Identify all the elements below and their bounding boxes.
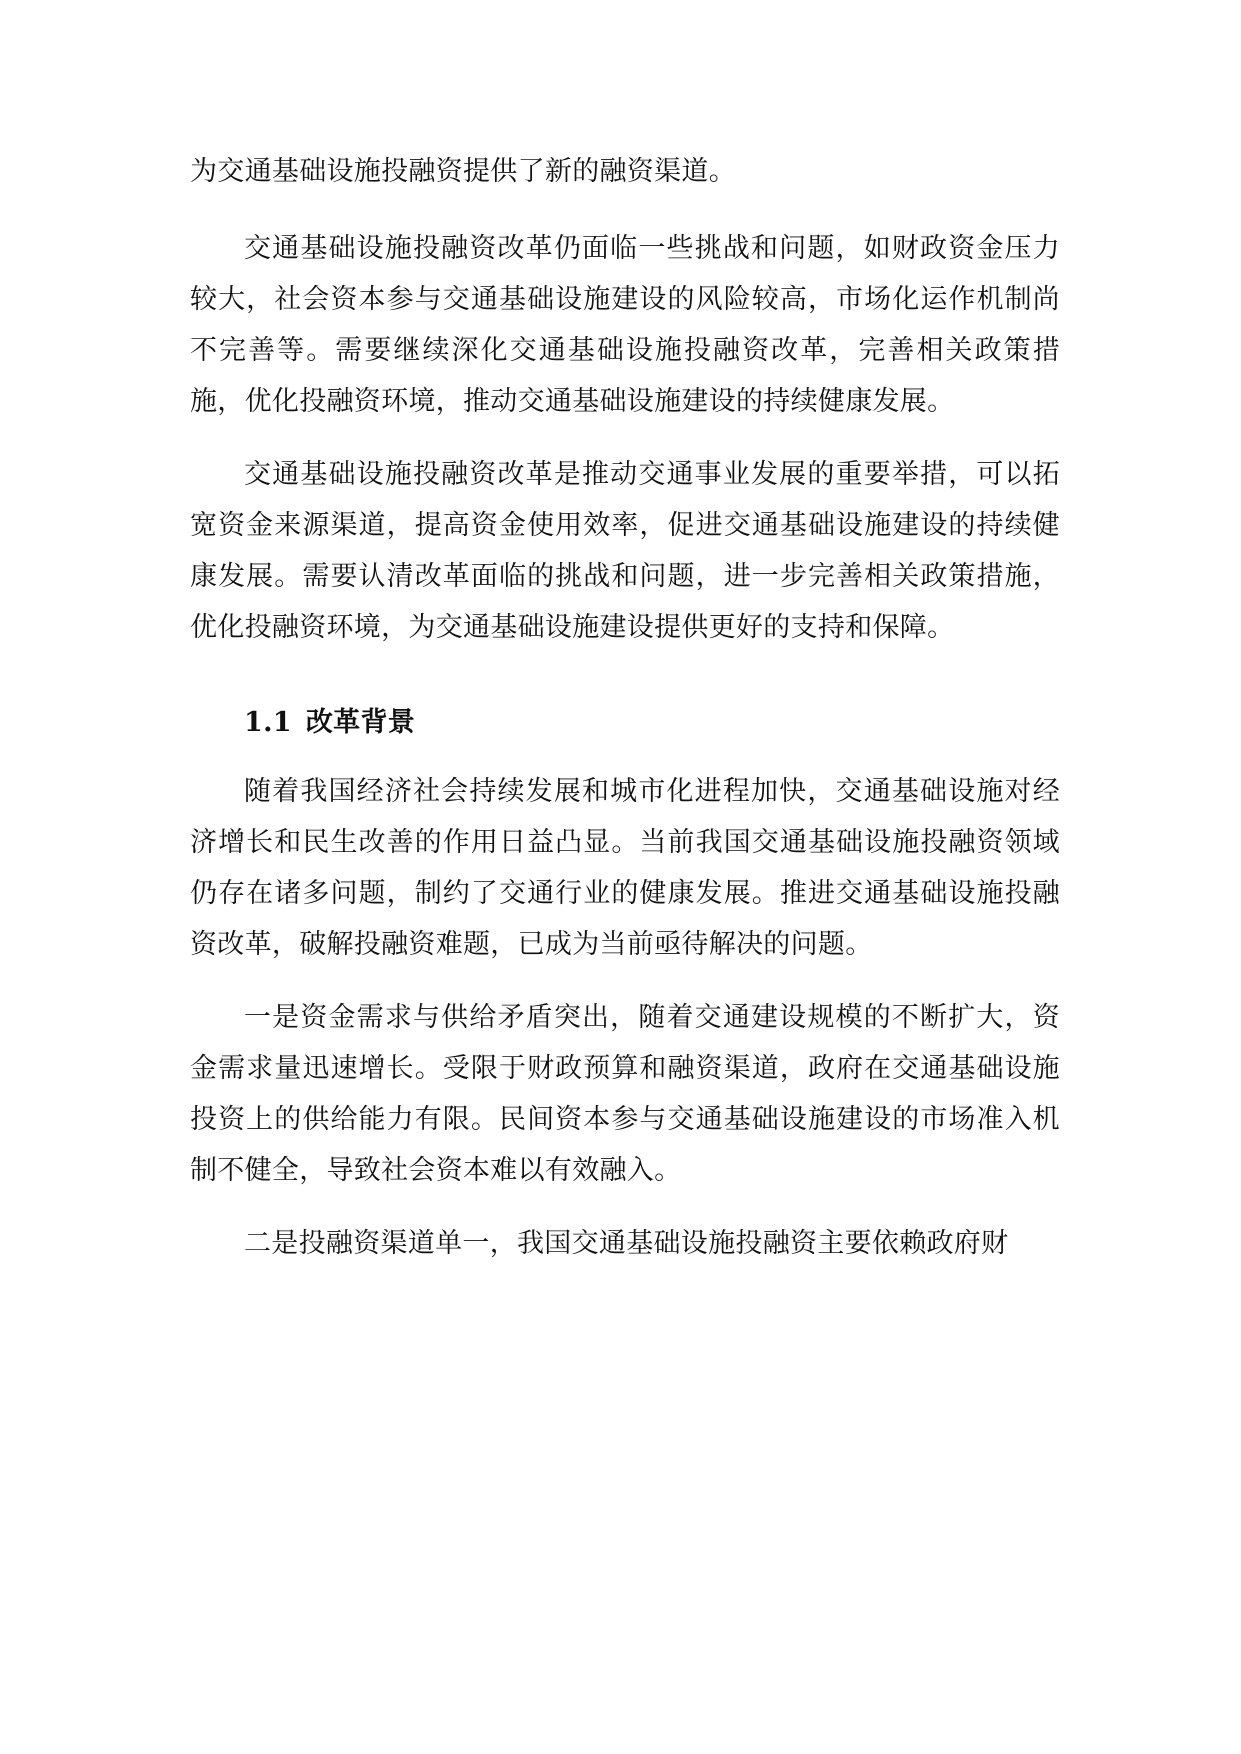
paragraph-reform-importance: 交通基础设施投融资改革是推动交通事业发展的重要举措，可以拓宽资金来源渠道，提高资金使用效率，促进交通基础设施建设的持续健康发展。需要认清改革面临的挑战和问题，进一步完善相关政策措施，优化投融资环境，为交通基础设施建设提供更好的支持和保障。	[190, 459, 1060, 643]
section-title: 改革背景	[305, 707, 416, 738]
paragraph-point-one: 一是资金需求与供给矛盾突出，随着交通建设规模的不断扩大，资金需求量迅速增长。受限于财政预算和融资渠道，政府在交通基础设施投资上的供给能力有限。民间资本参与交通基础设施建设的市场准入机制不健全，导致社会资本难以有效融入。	[190, 1002, 1060, 1186]
document-body	[190, 146, 1060, 1269]
paragraph-continuation: 为交通基础设施投融资提供了新的融资渠道。	[190, 156, 736, 187]
paragraph-challenges: 交通基础设施投融资改革仍面临一些挑战和问题，如财政资金压力较大，社会资本参与交通基础设施建设的风险较高，市场化运作机制尚不完善等。需要继续深化交通基础设施投融资改革，完善相关政策措施，优化投融资环境，推动交通基础设施建设的持续健康发展。	[190, 233, 1060, 417]
section-heading	[190, 697, 1060, 748]
paragraph-point-two: 二是投融资渠道单一，我国交通基础设施投融资主要依赖政府财	[244, 1228, 1009, 1259]
paragraph-background: 随着我国经济社会持续发展和城市化进程加快，交通基础设施对经济增长和民生改善的作用日益凸显。当前我国交通基础设施投融资领域仍存在诸多问题，制约了交通行业的健康发展。推进交通基础设施投融资改革，破解投融资难题，已成为当前亟待解决的问题。	[190, 776, 1060, 960]
section-number: 1.1	[244, 707, 292, 738]
